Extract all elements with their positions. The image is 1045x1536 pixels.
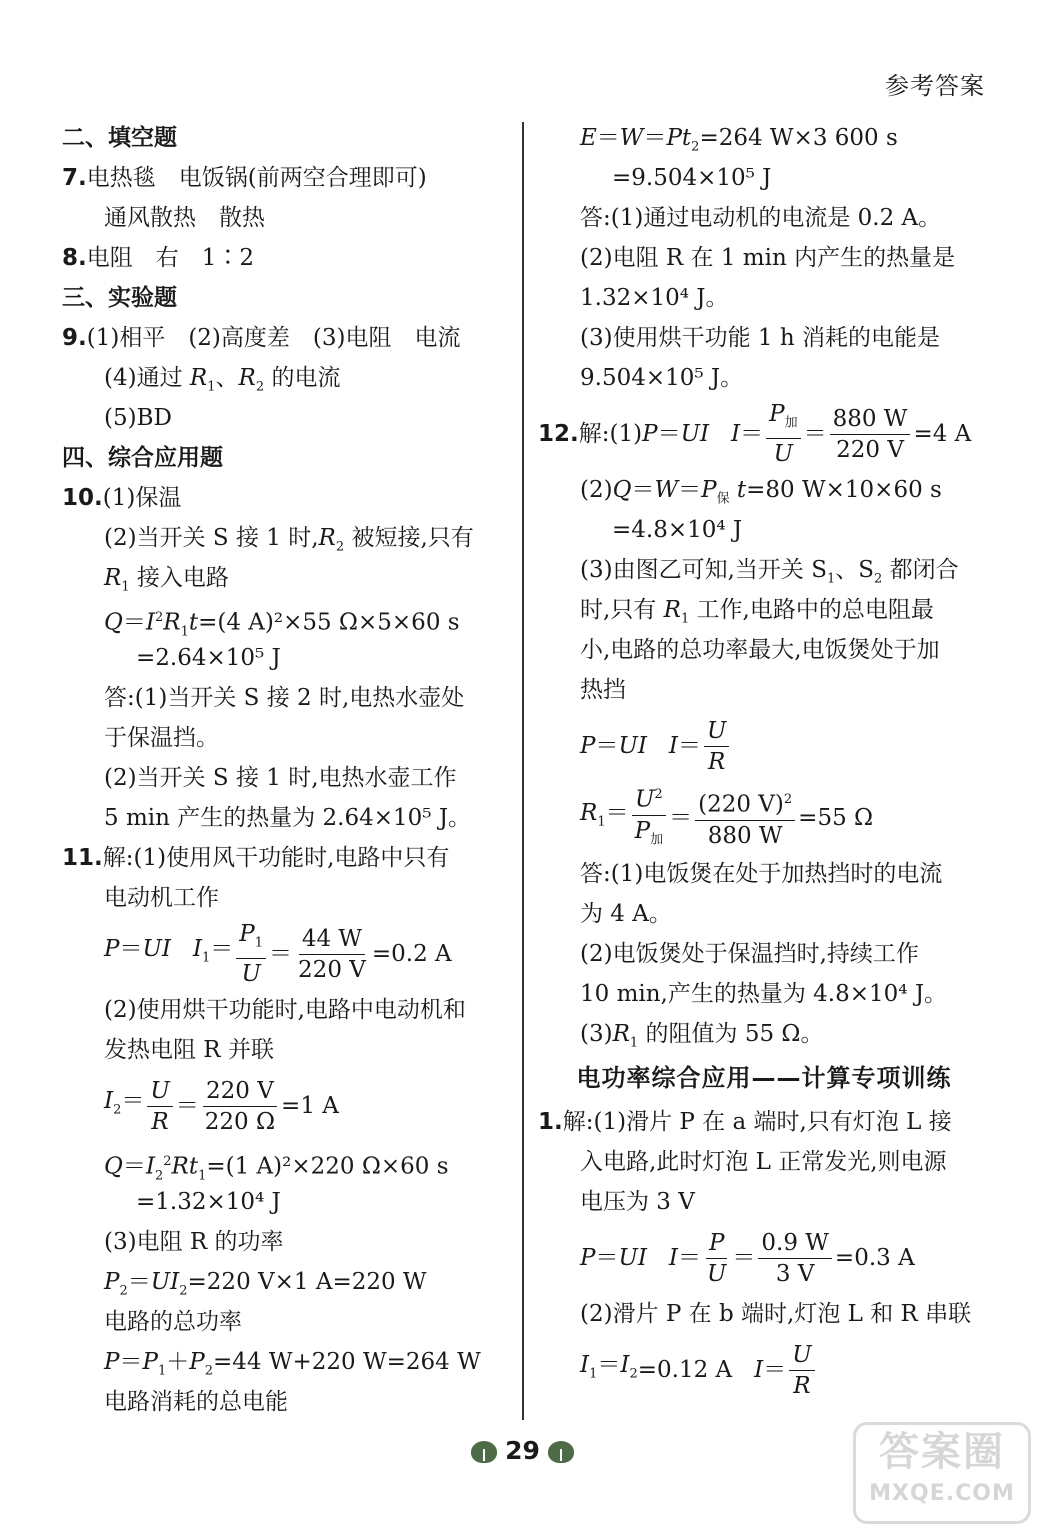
answer-7-cont: 通风散热 散热 bbox=[104, 205, 265, 231]
section-heading-experiment: 三、实验题 bbox=[62, 285, 177, 311]
page-number: 29 bbox=[505, 1436, 540, 1465]
equation-q11-energy: $E=W=Pt_2=264$ W×3 600 s bbox=[580, 125, 898, 155]
equation-q11-heat-result: =1.32×10⁴ J bbox=[136, 1189, 281, 1215]
answer-10-summary-1: 答:(1)当开关 S 接 2 时,电热水壶处 bbox=[104, 685, 465, 711]
equation-q10-heat: $Q=I^2R_1t=(4$ A)²×55 Ω×5×60 s bbox=[104, 609, 460, 640]
answer-7: 7.电热毯 电饭锅(前两空合理即可) bbox=[62, 165, 427, 191]
answer-9-part4: (4)通过 $R_1$、$R_2$ 的电流 bbox=[104, 365, 341, 395]
problem-1-cont-2: 电压为 3 V bbox=[580, 1189, 695, 1215]
watermark-logo: 答案圈 MXQE.COM bbox=[853, 1422, 1031, 1524]
answer-12-part3-b: 时,只有 $R_1$ 工作,电路中的总电阻最 bbox=[580, 597, 934, 627]
equation-q12-resistance: $R_1=$ $\frac{U^2}{P_加}$ ＝ $\frac{(220 V)^2}{880 W}$ =55 Ω bbox=[538, 782, 990, 854]
answer-11-summary-1: 答:(1)通过电动机的电流是 0.2 A。 bbox=[580, 205, 942, 231]
equation-q11-power: $P_2=UI_2=220$ V×1 A=220 W bbox=[104, 1269, 427, 1299]
equation-q12-heat-result: =4.8×10⁴ J bbox=[612, 517, 743, 543]
answer-11-summary-5: 9.504×10⁵ J。 bbox=[580, 365, 744, 391]
right-column bbox=[538, 118, 990, 1406]
equation-q12-ohm: P＝UI I＝ $\frac{U}{R}$ bbox=[538, 710, 990, 782]
equation-q11-current: P＝UI $I_1=$ $\frac{P_1}{U}$ ＝ $\frac{44 W}{220 V}$ =0.2 A bbox=[104, 920, 452, 988]
section-heading-fill-blank: 二、填空题 bbox=[62, 125, 177, 151]
problem-1-cont-1: 入电路,此时灯泡 L 正常发光,则电源 bbox=[580, 1149, 947, 1175]
answer-9: 9.(1)相平 (2)高度差 (3)电阻 电流 bbox=[62, 325, 461, 351]
equation-q11-energy-result: =9.504×10⁵ J bbox=[612, 165, 772, 191]
answer-11-cont: 电动机工作 bbox=[104, 885, 219, 911]
equation-q12-heat: $(2)Q=W=P_保$ t=80 W×10×60 s bbox=[580, 477, 942, 507]
equation-q11-total-power: $P=P_1+P_2=44$ W+220 W=264 W bbox=[104, 1349, 481, 1379]
answer-11-summary-4: (3)使用烘干功能 1 h 消耗的电能是 bbox=[580, 325, 940, 351]
equation-q11-heat: $Q=I_2^2Rt_1=(1$ A)²×220 Ω×60 s bbox=[104, 1153, 449, 1184]
answer-12-part3-c: 小,电路的总功率最大,电饭煲处于加 bbox=[580, 637, 940, 663]
answer-11-total-power-label: 电路的总功率 bbox=[104, 1309, 242, 1335]
answer-10-summary-3: (2)当开关 S 接 1 时,电热水壶工作 bbox=[104, 765, 457, 791]
answer-12-part3-a: (3)由图乙可知,当开关 $S_1$、$S_2$ 都闭合 bbox=[580, 557, 959, 587]
answer-12-summary-3: (2)电饭煲处于保温挡时,持续工作 bbox=[580, 941, 919, 967]
answer-12-part3-d: 热挡 bbox=[580, 677, 626, 703]
equation-q10-heat-result: =2.64×10⁵ J bbox=[136, 645, 281, 671]
answer-12-summary-5: $(3)R_1$ 的阻值为 55 Ω。 bbox=[580, 1021, 824, 1051]
section-title: 电功率综合应用——计算专项训练 bbox=[576, 1064, 952, 1092]
answer-11: 11.解:(1)使用风干功能时,电路中只有 bbox=[62, 845, 450, 871]
answer-10-part2-cont: $R_1$ 接入电路 bbox=[104, 565, 229, 595]
leaf-icon bbox=[471, 1441, 497, 1463]
answer-11-summary-2: (2)电阻 R 在 1 min 内产生的热量是 bbox=[580, 245, 956, 271]
left-column bbox=[62, 118, 514, 1422]
problem-1: 1.解:(1)滑片 P 在 a 端时,只有灯泡 L 接 bbox=[538, 1109, 952, 1135]
answer-11-part3: (3)电阻 R 的功率 bbox=[104, 1229, 284, 1255]
equation-p1-current: P＝UI I＝ $\frac{P}{U}$ ＝ $\frac{0.9 W}{3 V}$ =0.3 A bbox=[580, 1229, 915, 1287]
page-header: 参考答案 bbox=[885, 72, 985, 100]
answer-10-summary-4: 5 min 产生的热量为 2.64×10⁵ J。 bbox=[104, 805, 472, 831]
answer-10-part2: (2)当开关 S 接 1 时$,R_2$ 被短接,只有 bbox=[104, 525, 474, 555]
answer-11-part2: (2)使用烘干功能时,电路中电动机和 bbox=[104, 997, 466, 1023]
answer-11-summary-3: 1.32×10⁴ J。 bbox=[580, 285, 729, 311]
section-heading-application: 四、综合应用题 bbox=[62, 445, 223, 471]
equation-p1-series: $I_1=I_2$ =0.12 A I＝ $\frac{U}{R}$ bbox=[538, 1334, 990, 1406]
answer-12-summary-2: 为 4 A。 bbox=[580, 901, 672, 927]
answer-9-part5: (5)BD bbox=[104, 405, 172, 431]
answer-12-summary-1: 答:(1)电饭煲在处于加热挡时的电流 bbox=[580, 861, 943, 887]
answer-12-summary-4: 10 min,产生的热量为 4.8×10⁴ J。 bbox=[580, 981, 948, 1007]
answer-12: 12. 解:(1) P＝UI I＝ $\frac{P_加}{U}$ ＝ $\frac{880 W}{220 V}$ =4 A bbox=[538, 400, 972, 468]
answer-11-energy-label: 电路消耗的总电能 bbox=[104, 1389, 288, 1415]
equation-q11-current-2: $I_2=$ $\frac{U}{R}$ ＝ $\frac{220 V}{220 \Omega}$ =1 A bbox=[104, 1077, 339, 1135]
leaf-icon bbox=[548, 1441, 574, 1463]
answer-8: 8.电阻 右 1∶2 bbox=[62, 245, 255, 271]
column-divider bbox=[522, 122, 524, 1420]
problem-1-part2: (2)滑片 P 在 b 端时,灯泡 L 和 R 串联 bbox=[580, 1301, 972, 1327]
answer-10-summary-2: 于保温挡。 bbox=[104, 725, 219, 751]
answer-10: 10.(1)保温 bbox=[62, 485, 182, 511]
answer-11-part2-cont: 发热电阻 R 并联 bbox=[104, 1037, 274, 1063]
